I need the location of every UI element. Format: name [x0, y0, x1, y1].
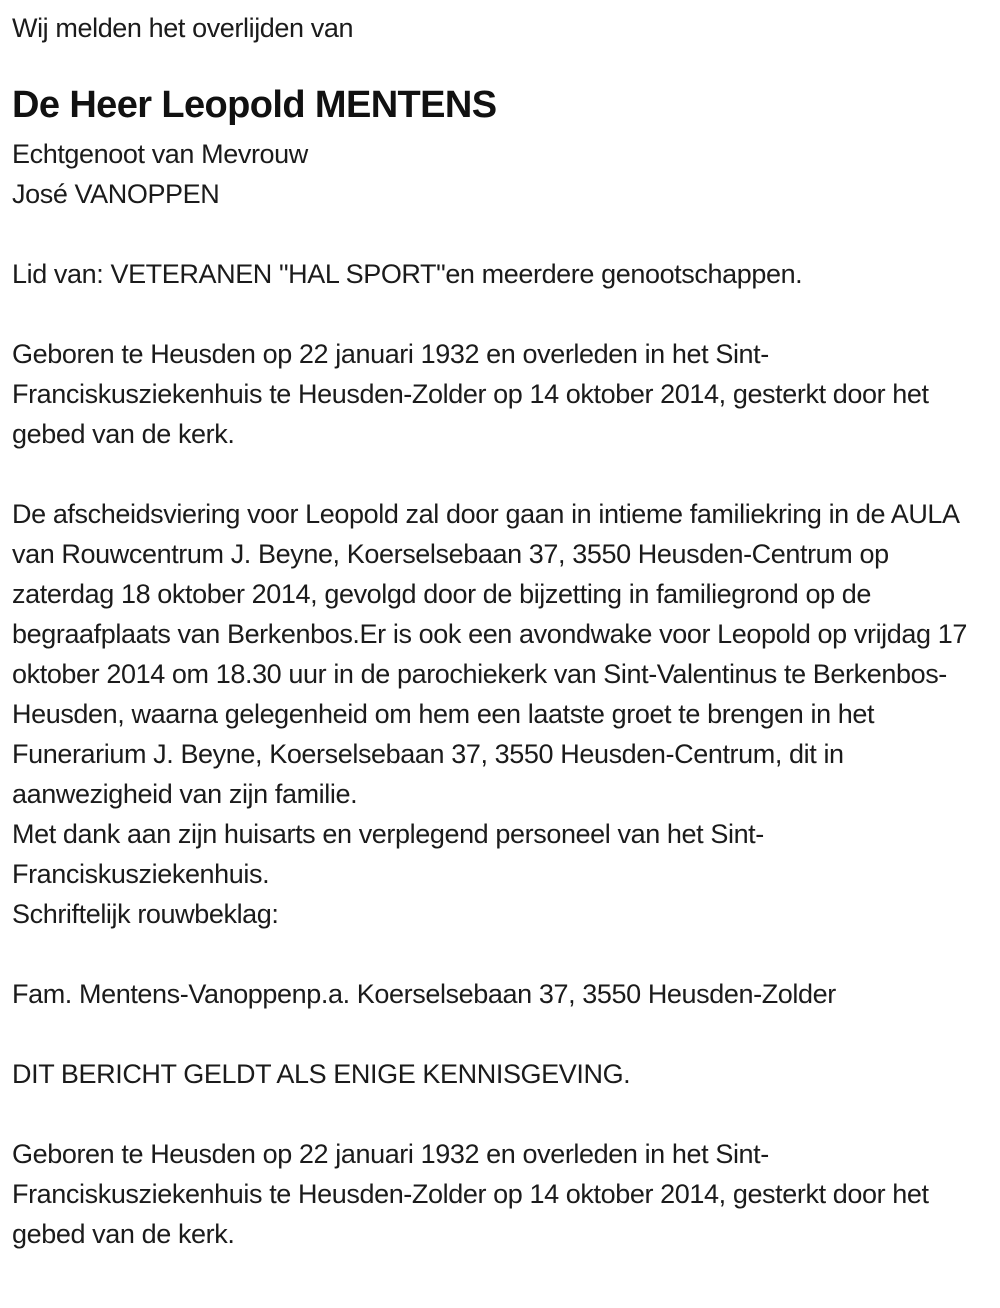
condolence-address: Fam. Mentens-Vanoppenp.a. Koerselsebaan 37, 3550 Heusden-Zolder: [12, 979, 836, 1009]
intro-line: Wij melden het overlijden van: [12, 13, 354, 43]
deceased-name: De Heer Leopold MENTENS: [12, 84, 497, 126]
relation-line: Echtgenoot van Mevrouw: [12, 139, 308, 169]
spouse-name: José VANOPPEN: [12, 179, 220, 209]
birth-death-paragraph-repeat: Geboren te Heusden op 22 januari 1932 en overleden in het Sint-Franciskusziekenhuis te Heusden-Zolder op 14 oktober 2014, gesterkt door het gebed van de kerk.: [12, 1139, 929, 1249]
funeral-paragraph: [12, 494, 986, 934]
condolence-label: Schriftelijk rouwbeklag:: [12, 899, 279, 929]
membership-line: Lid van: VETERANEN "HAL SPORT"en meerdere genootschappen.: [12, 259, 803, 289]
birth-death-paragraph: Geboren te Heusden op 22 januari 1932 en overleden in het Sint-Franciskusziekenhuis te Heusden-Zolder op 14 oktober 2014, gesterkt door het gebed van de kerk.: [12, 339, 929, 449]
single-notice: DIT BERICHT GELDT ALS ENIGE KENNISGEVING.: [12, 1059, 631, 1089]
ceremony-text: De afscheidsviering voor Leopold zal door gaan in intieme familiekring in de AULA van Rouwcentrum J. Beyne, Koerselsebaan 37, 3550 Heusden-Centrum op zaterdag 18 oktober 2014, gevolgd door de bijzetting in familiegrond op de begraafplaats van Berkenbos.Er is ook een avondwake voor Leopold op vrijdag 17 oktober 2014 om 18.30 uur in de parochiekerk van Sint-Valentinus te Berkenbos-Heusden, waarna gelegenheid om hem een laatste groet te brengen in het Funerarium J. Beyne, Koerselsebaan 37, 3550 Heusden-Centrum, dit in aanwezigheid van zijn familie.: [12, 499, 967, 809]
obituary-document: [12, 8, 986, 1254]
thanks-text: Met dank aan zijn huisarts en verplegend personeel van het Sint-Franciskusziekenhuis.: [12, 819, 764, 889]
